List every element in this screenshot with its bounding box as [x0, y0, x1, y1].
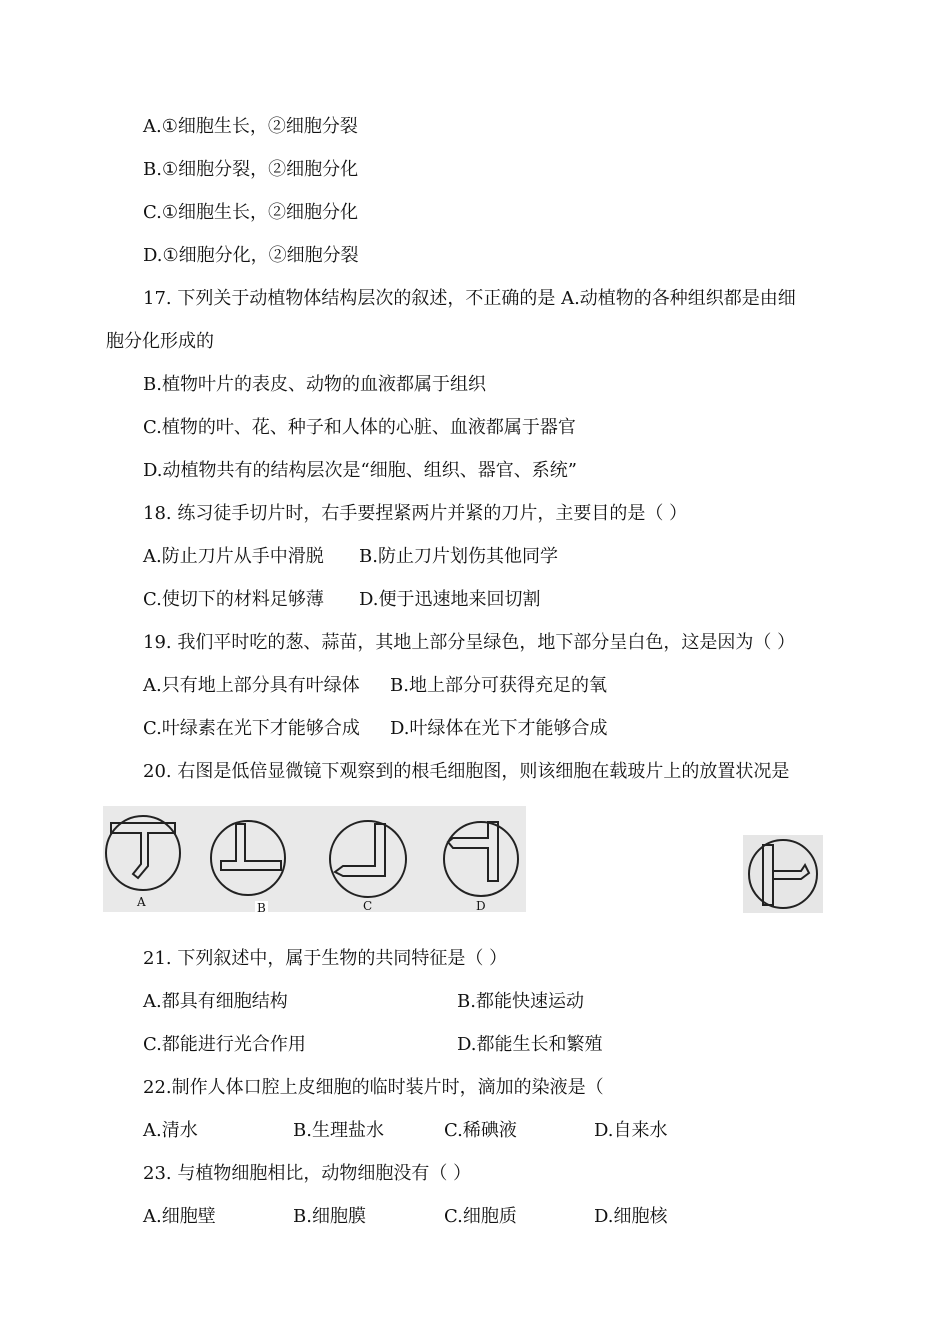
q16-option-c: C.①细胞生长，②细胞分化	[143, 202, 358, 223]
option-c-circle	[330, 821, 406, 897]
option-d-label: D	[476, 899, 486, 913]
q16-option-a: A.①细胞生长，②细胞分裂	[143, 116, 358, 137]
q23-option-a: A.细胞壁	[143, 1206, 216, 1227]
option-a-circle	[106, 816, 180, 890]
q22-option-d: D.自来水	[594, 1120, 668, 1141]
q23-option-c: C.细胞质	[444, 1206, 517, 1227]
q19-stem: 19. 我们平时吃的葱、蒜苗，其地上部分呈绿色，地下部分呈白色，这是因为（ ）	[143, 632, 796, 653]
q16-option-b: B.①细胞分裂，②细胞分化	[143, 159, 359, 180]
q18-stem: 18. 练习徒手切片时，右手要捏紧两片并紧的刀片，主要目的是（ ）	[143, 503, 688, 524]
q19-options-row-2	[143, 718, 608, 740]
q23-option-d: D.细胞核	[594, 1206, 668, 1227]
root-hair-observed-image	[743, 835, 823, 913]
q22-options-row	[143, 1120, 668, 1142]
q19-option-a: A.只有地上部分具有叶绿体	[143, 675, 360, 696]
q20-reference-figure	[743, 835, 823, 913]
root-hair-options-image	[103, 806, 526, 912]
q21-option-b: B.都能快速运动	[457, 991, 584, 1012]
q17-option-b: B.植物叶片的表皮、动物的血液都属于组织	[143, 374, 486, 395]
q20-stem: 20. 右图是低倍显微镜下观察到的根毛细胞图，则该细胞在载玻片上的放置状况是	[143, 761, 790, 782]
q19-option-d: D.叶绿体在光下才能够合成	[390, 718, 608, 739]
q22-option-c: C.稀碘液	[444, 1120, 517, 1141]
q23-options-row	[143, 1206, 668, 1228]
q22-option-b: B.生理盐水	[293, 1120, 384, 1141]
q21-option-d: D.都能生长和繁殖	[457, 1034, 603, 1055]
q18-options-row-1	[143, 546, 558, 568]
option-c-label: C	[363, 899, 373, 913]
option-a-cell	[111, 823, 175, 878]
q17-stem: 17. 下列关于动植物体结构层次的叙述，不正确的是 A.动植物的各种组织都是由细	[143, 288, 796, 309]
option-d-circle	[444, 822, 518, 896]
q17-option-c: C.植物的叶、花、种子和人体的心脏、血液都属于器官	[143, 417, 576, 438]
q20-options-figure	[103, 806, 526, 915]
q18-option-b: B.防止刀片划伤其他同学	[359, 546, 558, 567]
q19-option-c: C.叶绿素在光下才能够合成	[143, 718, 360, 739]
q17-option-d: D.动植物共有的结构层次是“细胞、组织、器官、系统”	[143, 460, 577, 481]
q18-options-row-2	[143, 589, 541, 611]
q22-option-a: A.清水	[143, 1120, 198, 1141]
q17-stem-continued: 胞分化形成的	[106, 331, 214, 352]
q18-option-a: A.防止刀片从手中滑脱	[143, 546, 324, 567]
q23-option-b: B.细胞膜	[293, 1206, 366, 1227]
q21-option-c: C.都能进行光合作用	[143, 1034, 306, 1055]
q16-option-d: D.①细胞分化，②细胞分裂	[143, 245, 359, 266]
q21-options-row-1	[143, 991, 584, 1013]
q18-option-c: C.使切下的材料足够薄	[143, 589, 324, 610]
q19-options-row-1	[143, 675, 607, 697]
q18-option-d: D.便于迅速地来回切割	[359, 589, 541, 610]
q22-stem: 22.制作人体口腔上皮细胞的临时装片时，滴加的染液是（	[143, 1077, 604, 1098]
q19-option-b: B.地上部分可获得充足的氧	[390, 675, 607, 696]
option-b-label: B	[257, 901, 266, 915]
q21-options-row-2	[143, 1034, 603, 1056]
q21-stem: 21. 下列叙述中，属于生物的共同特征是（ ）	[143, 948, 508, 969]
option-b-circle	[211, 821, 285, 895]
option-a-label: A	[137, 895, 146, 909]
q21-option-a: A.都具有细胞结构	[143, 991, 288, 1012]
q23-stem: 23. 与植物细胞相比，动物细胞没有（ ）	[143, 1163, 472, 1184]
